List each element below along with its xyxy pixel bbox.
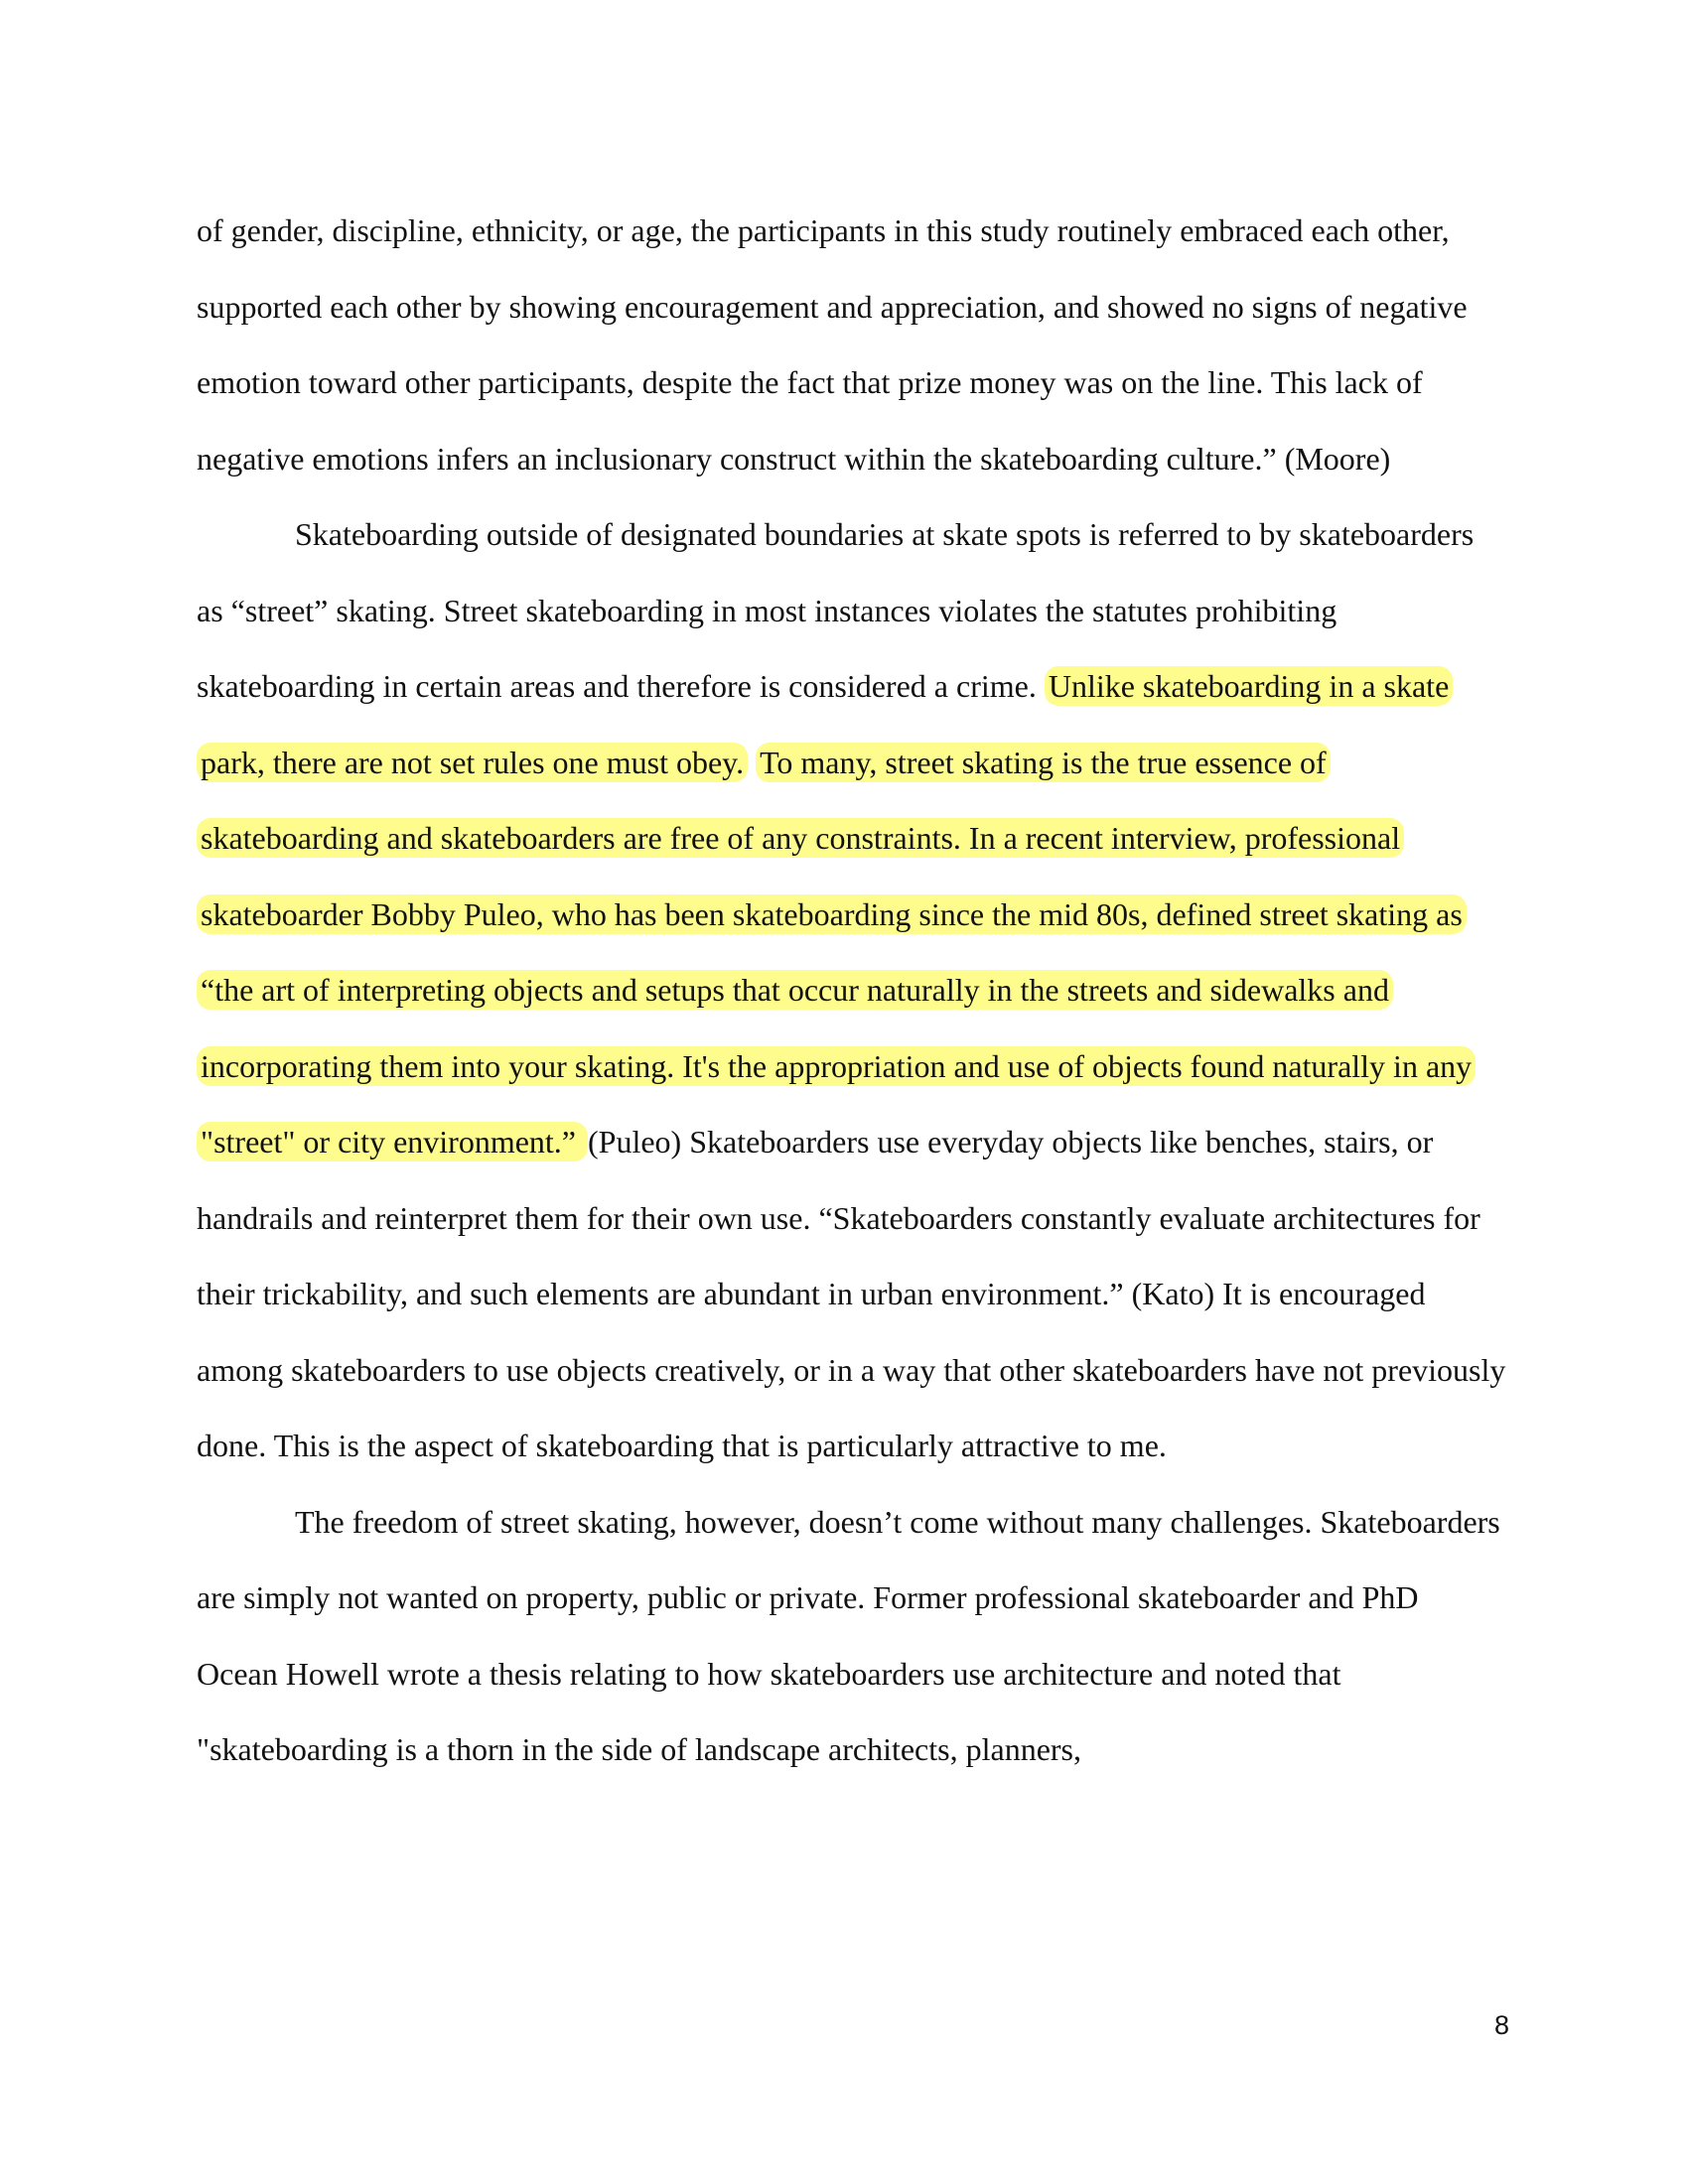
text-segment: of gender, discipline, ethnicity, or age, the participants in this study routinely embraced each other, supported each other by showing encouragement and appreciation, and showed no signs of negative emotion toward other participants, despite the fact that prize money was on the line. This lack of negative emotions infers an inclusionary construct within the skateboarding culture.” (Moore): [197, 212, 1468, 477]
paragraph-freedom-challenges: [197, 1484, 1507, 1788]
body-text: [197, 193, 1507, 1788]
highlighted-text: To many, street skating is the true essence of skateboarding and skateboarders are free of any constraints. In a recent interview, professional skateboarder Bobby Puleo, who has been skateboarding since the mid 80s, defined street skating as “the art of interpreting objects and setups that occur naturally in the streets and sidewalks and incorporating them into your skating. It's the appropriation and use of objects found naturally in any "street" or city environment.”: [197, 743, 1476, 1162]
highlighted-text: Unlike skateboarding in a skate park, there are not set rules one must obey.: [197, 666, 1453, 782]
page-number: 8: [1493, 2010, 1509, 2040]
text-segment: [748, 745, 756, 780]
paragraph-street-skating: [197, 496, 1507, 1484]
paragraph-quote-ending: [197, 193, 1507, 496]
text-segment: (Puleo) Skateboarders use everyday objects like benches, stairs, or handrails and reinterpret them for their own use. “Skateboarders constantly evaluate architectures for their trickability, and such elements are abundant in urban environment.” (Kato) It is encouraged among skateboarders to use objects creatively, or in a way that other skateboarders have not previously done. This is the aspect of skateboarding that is particularly attractive to me.: [197, 1124, 1506, 1463]
text-segment: The freedom of street skating, however, doesn’t come without many challenges. Skateboarders are simply not wanted on property, public or private. Former professional skateboarder and PhD Ocean Howell wrote a thesis relating to how skateboarders use architecture and noted that "skateboarding is a thorn in the side of landscape architects, planners,: [197, 1503, 1500, 1767]
text-segment: Skateboarding outside of designated boundaries at skate spots is referred to by skateboarders as “street” skating. Street skateboarding in most instances violates the statutes prohibiting skateboarding in certain areas and therefore is considered a crime.: [197, 516, 1475, 704]
